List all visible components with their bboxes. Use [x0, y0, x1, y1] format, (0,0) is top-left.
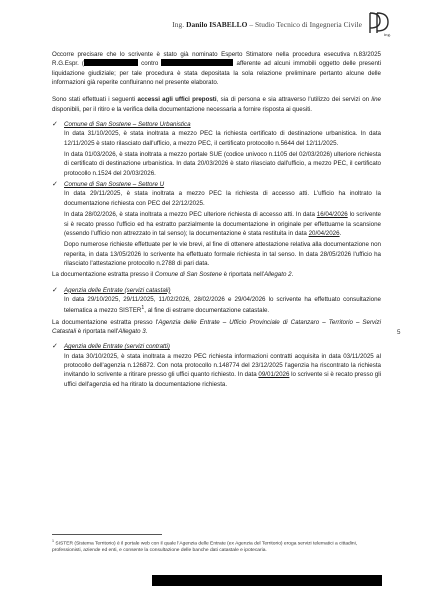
header-rest: – Studio Tecnico di Ingegneria Civile [247, 19, 362, 29]
footnote-divider [52, 534, 162, 535]
section-title: Agenzia delle Entrate (servizi catastali) [64, 286, 171, 294]
footnote [52, 538, 382, 554]
section-title: Comune di San Sostene – Settore U [64, 181, 165, 189]
studio-logo-icon [366, 10, 394, 38]
section-urbanistica-heading [52, 120, 381, 129]
header-name: Danilo ISABELLO [186, 19, 248, 29]
section-ufficio-heading [52, 180, 381, 189]
redacted-footer-bar [152, 575, 382, 586]
date-underlined: 16/04/2026 [316, 211, 348, 219]
page-header [172, 11, 394, 37]
checkmark-icon: ✓ [52, 121, 58, 129]
section-title: Comune di San Sostene – Settore Urbanistica [64, 121, 191, 129]
section-catastali-body [52, 295, 381, 316]
redacted-block [161, 59, 233, 66]
section-paragraph: In data 29/11/2025, è stata inoltrata a mezzo PEC la richiesta di accesso atti. L'ufficio ha inoltrato la documentazione richiesta con PEC del 22/12/2025. [64, 190, 381, 207]
footnote-number: 1 [52, 539, 54, 543]
date-underlined: 20/04/2026 [308, 229, 340, 237]
checkmark-icon: ✓ [52, 286, 58, 294]
accessi-paragraph: Sono stati effettuati i seguenti accessi agli uffici preposti, sia di persona e sia attraverso l'utilizzo dei servizi on line disponibili, per il ritiro e la verifica della documentazione necessaria a fornire risposta ai quesiti. [52, 96, 381, 113]
allegato-3-note: La documentazione estratta presso l'Agenzia delle Entrate – Ufficio Provinciale di Catanzaro – Territorio – Servizi Catastali è riportata nell'Allegato 3. [52, 318, 381, 335]
checkmark-icon: ✓ [52, 181, 58, 189]
section-paragraph: In data 29/10/2025, 29/11/2025, 11/02/2026, 28/02/2026 e 29/04/2026 lo scrivente ha effettuato consultazione telematica a mezzo SISTER$^1$, al fine di estrarre documentazione catastale. [64, 295, 381, 315]
page-number: 5 [397, 329, 401, 336]
section-urbanistica-body [52, 129, 381, 178]
header-prefix: Ing. [172, 19, 187, 29]
footnote-ref: 1 [141, 305, 145, 312]
header-text [172, 20, 362, 29]
section-paragraph: In data 31/10/2025, è stata inoltrata a mezzo PEC la richiesta certificato di destinazione urbanistica. In data 12/11/2025 è stato rilasciato dall'ufficio, a mezzo PEC, il certificato protocollo n.5644 del 12/11/2025. [64, 130, 381, 147]
section-paragraph: In data 30/10/2025, è stata inoltrata a mezzo PEC richiesta informazioni contratti acquisita in data 03/11/2025 al protocollo dell'agenzia n.126872. Con nota protocollo n.148774 del 23/12/2025 l'agenzia ha riscontrato la richiesta invitando lo scrivente a ritirare presso gli uffici quanto richiesto. In data 09/01/2026 lo scrivente si è recato presso gli uffici dell'agenzia ed ha ritirato la documentazione richiesta. [64, 352, 381, 388]
redacted-block [84, 59, 138, 66]
section-title: Agenzia delle Entrate (servizi contratti) [64, 343, 170, 351]
document-body [52, 50, 381, 391]
section-paragraph: In data 28/02/2026, è stata inoltrata a mezzo PEC ulteriore richiesta di accesso atti. In data 16/04/2026 lo scrivente si è recato presso l'ufficio ed ha estratto parzialmente la documentazione in originale per effettuarne la scansione (essendo l'ufficio non attrezzato in tal senso); la documentazione è stata restituita in data 20/04/2026. [64, 211, 381, 237]
section-ufficio-body [52, 189, 381, 268]
intro-paragraph: Occorre precisare che lo scrivente è stato già nominato Esperto Stimatore nella procedura esecutiva n.83/2025 R.G.Espr. ( contro afferente ad alcuni immobili oggetto delle presenti liquidazione giudiziale; per tale procedura è stata depositata la sola relazione preliminare pertanto alcune delle informazioni già reperite confluiranno nel presente elaborato. [52, 51, 381, 87]
date-underlined: 09/01/2026 [258, 371, 290, 379]
logo-sub-text: ing. [384, 32, 392, 37]
checkmark-icon: ✓ [52, 343, 58, 351]
section-catastali-heading [52, 286, 381, 295]
section-paragraph: Dopo numerose richieste effettuate per le vie brevi, al fine di ottenere attestazione relativa alla documentazione non reperita, in data 13/05/2026 lo scrivente ha effettuato formale richiesta in tal senso. In data 28/05/2026 l'ufficio ha rilasciato l'attestazione protocollo n.2788 di pari data. [64, 241, 381, 267]
footnote-text: SISTER (Sistema Territorio) è il portale web con il quale l'Agenzia delle Entrate (ex Agenzia del Territorio) eroga servizi telematici a cittadini, professionisti, aziende ed enti, e consente la consultazione delle banche dati catastale e ipotecaria. [52, 541, 358, 553]
section-paragraph: In data 01/03/2026, è stata inoltrata a mezzo portale SUE (codice univoco n.1105 del 02/03/2026) ulteriore richiesta di certificato di destinazione urbanistica. In data 20/03/2026 è stato rilasciato dall'ufficio, a mezzo PEC, il certificato protocollo n.1524 del 20/03/2026. [64, 151, 381, 177]
section-contratti-heading [52, 342, 381, 351]
section-contratti-body [52, 352, 381, 389]
allegato-2-note: La documentazione estratta presso il Comune di San Sostene è riportata nell'Allegato 2. [52, 271, 294, 279]
